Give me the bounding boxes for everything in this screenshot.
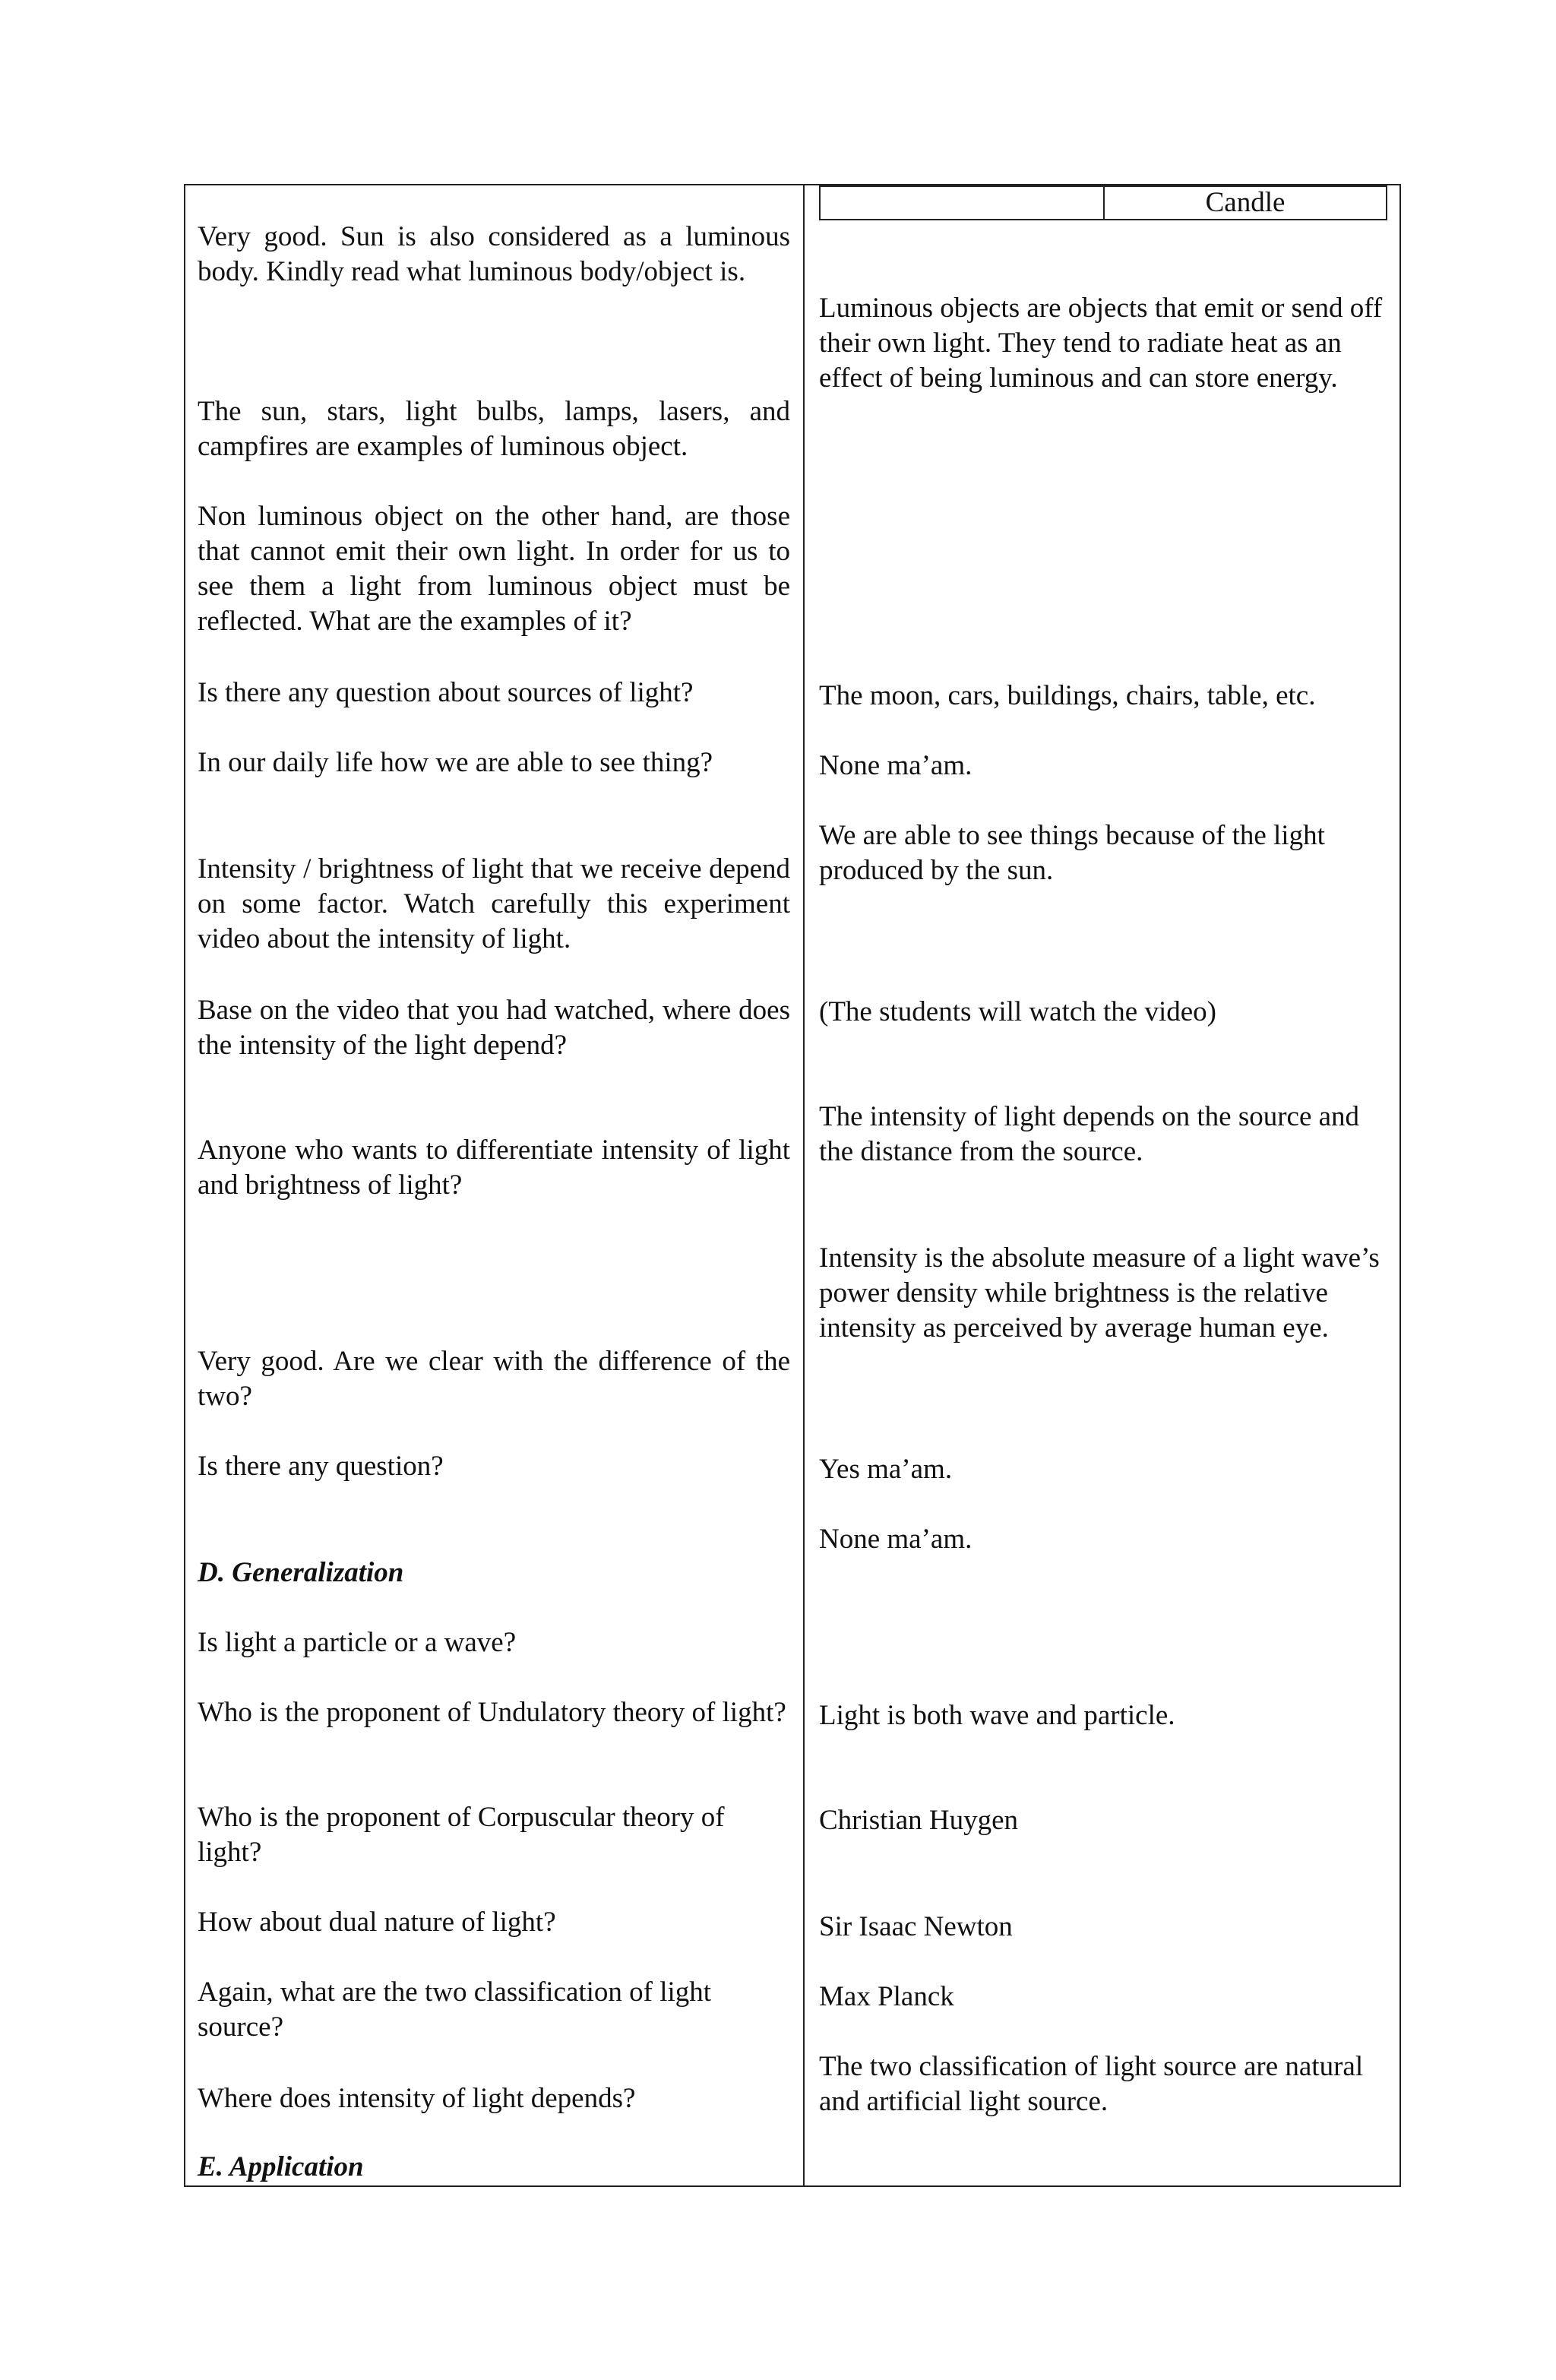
teacher-line: Very good. Are we clear with the difference of the two?	[198, 1346, 790, 1412]
student-line: The moon, cars, buildings, chairs, table, etc.	[819, 680, 1316, 711]
teacher-line: Is there any question?	[198, 1451, 444, 1482]
student-line: (The students will watch the video)	[819, 996, 1217, 1027]
teacher-line: Is light a particle or a wave?	[198, 1627, 517, 1658]
student-line: The two classification of light source are natural and artificial light source.	[819, 2051, 1364, 2117]
student-line: We are able to see things because of the light produced by the sun.	[819, 820, 1325, 886]
student-line: Sir Isaac Newton	[819, 1911, 1013, 1942]
teacher-line: Anyone who wants to differentiate intensity of light and brightness of light?	[198, 1135, 790, 1201]
student-line: Christian Huygen	[819, 1805, 1019, 1836]
teacher-line: Is there any question about sources of light?	[198, 677, 694, 708]
candle-table-empty-cell	[821, 187, 1105, 219]
candle-table	[819, 185, 1387, 220]
student-line: Luminous objects are objects that emit or send off their own light. They tend to radiate heat as an effect of being luminous and can store energy.	[819, 293, 1383, 394]
student-line: Intensity is the absolute measure of a light wave’s power density while brightness is the relative intensity as perceived by average human eye.	[819, 1242, 1380, 1343]
section-heading-generalization: D. Generalization	[198, 1557, 404, 1588]
teacher-line: The sun, stars, light bulbs, lamps, lasers, and campfires are examples of luminous object.	[198, 396, 790, 462]
teacher-line: Where does intensity of light depends?	[198, 2083, 636, 2114]
teacher-line: In our daily life how we are able to see thing?	[198, 747, 713, 778]
teacher-line: Intensity / brightness of light that we receive depend on some factor. Watch carefully this experiment video about the intensity of light.	[198, 853, 790, 954]
column-divider	[803, 184, 805, 2187]
student-line: The intensity of light depends on the source and the distance from the source.	[819, 1101, 1360, 1167]
teacher-line: Non luminous object on the other hand, are those that cannot emit their own light. In order for us to see them a light from luminous object must be reflected. What are the examples of it?	[198, 501, 790, 637]
section-heading-application: E. Application	[198, 2151, 364, 2182]
teacher-line: Who is the proponent of Corpuscular theory of light?	[198, 1802, 725, 1868]
teacher-line: Who is the proponent of Undulatory theory of light?	[198, 1697, 786, 1728]
teacher-line: Base on the video that you had watched, where does the intensity of the light depend?	[198, 995, 790, 1061]
teacher-line: Very good. Sun is also considered as a luminous body. Kindly read what luminous body/object is.	[198, 221, 790, 287]
student-line: Light is both wave and particle.	[819, 1700, 1175, 1731]
student-line: None ma’am.	[819, 750, 972, 781]
candle-table-label-cell: Candle	[1205, 187, 1286, 218]
teacher-line: How about dual nature of light?	[198, 1907, 556, 1938]
student-line: Max Planck	[819, 1981, 954, 2012]
teacher-line: Again, what are the two classification of light source?	[198, 1976, 712, 2043]
student-line: None ma’am.	[819, 1524, 972, 1555]
student-line: Yes ma’am.	[819, 1454, 953, 1485]
